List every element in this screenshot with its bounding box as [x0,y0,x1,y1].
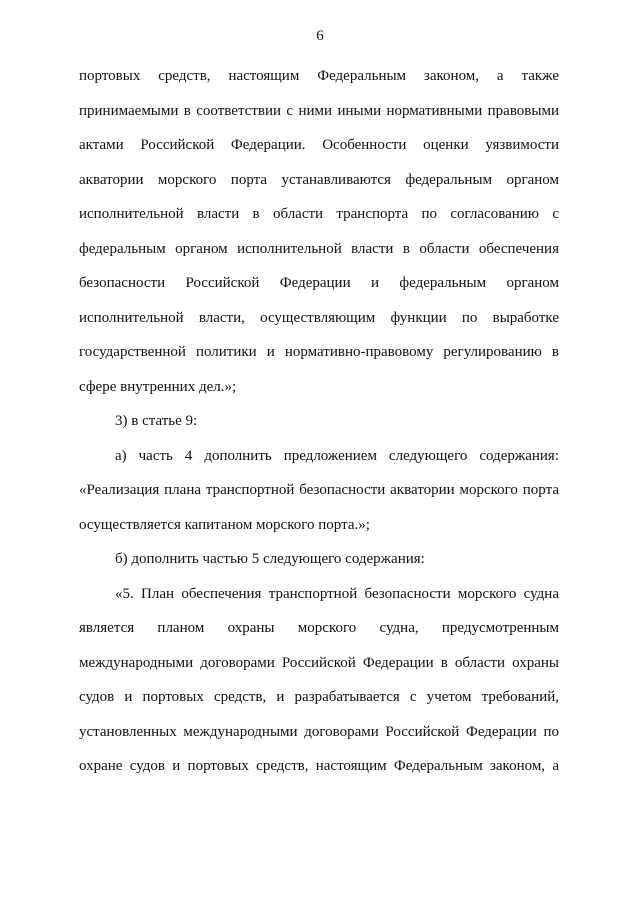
text-line: исполнительной власти в области транспорта по согласованию с [79,206,559,222]
text-line: акватории морского порта устанавливаются федеральным органом [79,171,559,188]
text-line: а) часть 4 дополнить предложением следующего содержания: [115,447,559,464]
text-line: безопасности Российской Федерации и федеральным органом [79,275,559,291]
text-line: «Реализация плана транспортной безопасности акватории морского порта [79,482,559,498]
body-text [79,59,559,784]
text-line: актами Российской Федерации. Особенности оценки уязвимости [79,137,559,153]
text-line: международными договорами Российской Федерации в области охраны [79,654,559,671]
text-line: государственной политики и нормативно-правовому регулированию в [79,344,559,360]
text-line: 3) в статье 9: [115,413,198,429]
text-line: федеральным органом исполнительной власти в области обеспечения [79,240,559,257]
text-line: сфере внутренних дел.»; [79,378,237,395]
text-line: «5. План обеспечения транспортной безопасности морского судна [115,585,559,602]
text-line: принимаемыми в соответствии с ними иными нормативными правовыми [79,102,559,119]
text-line: портовых средств, настоящим Федеральным законом, а также [79,68,559,84]
text-line: осуществляется капитаном морского порта.»; [79,516,370,533]
text-line: является планом охраны морского судна, предусмотренным [79,620,559,636]
text-line: судов и портовых средств, и разрабатывается с учетом требований, [79,689,559,705]
text-line: установленных международными договорами Российской Федерации по [79,723,559,740]
text-line: исполнительной власти, осуществляющим функции по выработке [79,309,559,326]
page-number: 6 [316,28,324,44]
text-line: охране судов и портовых средств, настоящим Федеральным законом, а [79,758,559,774]
text-line: б) дополнить частью 5 следующего содержания: [115,551,425,567]
